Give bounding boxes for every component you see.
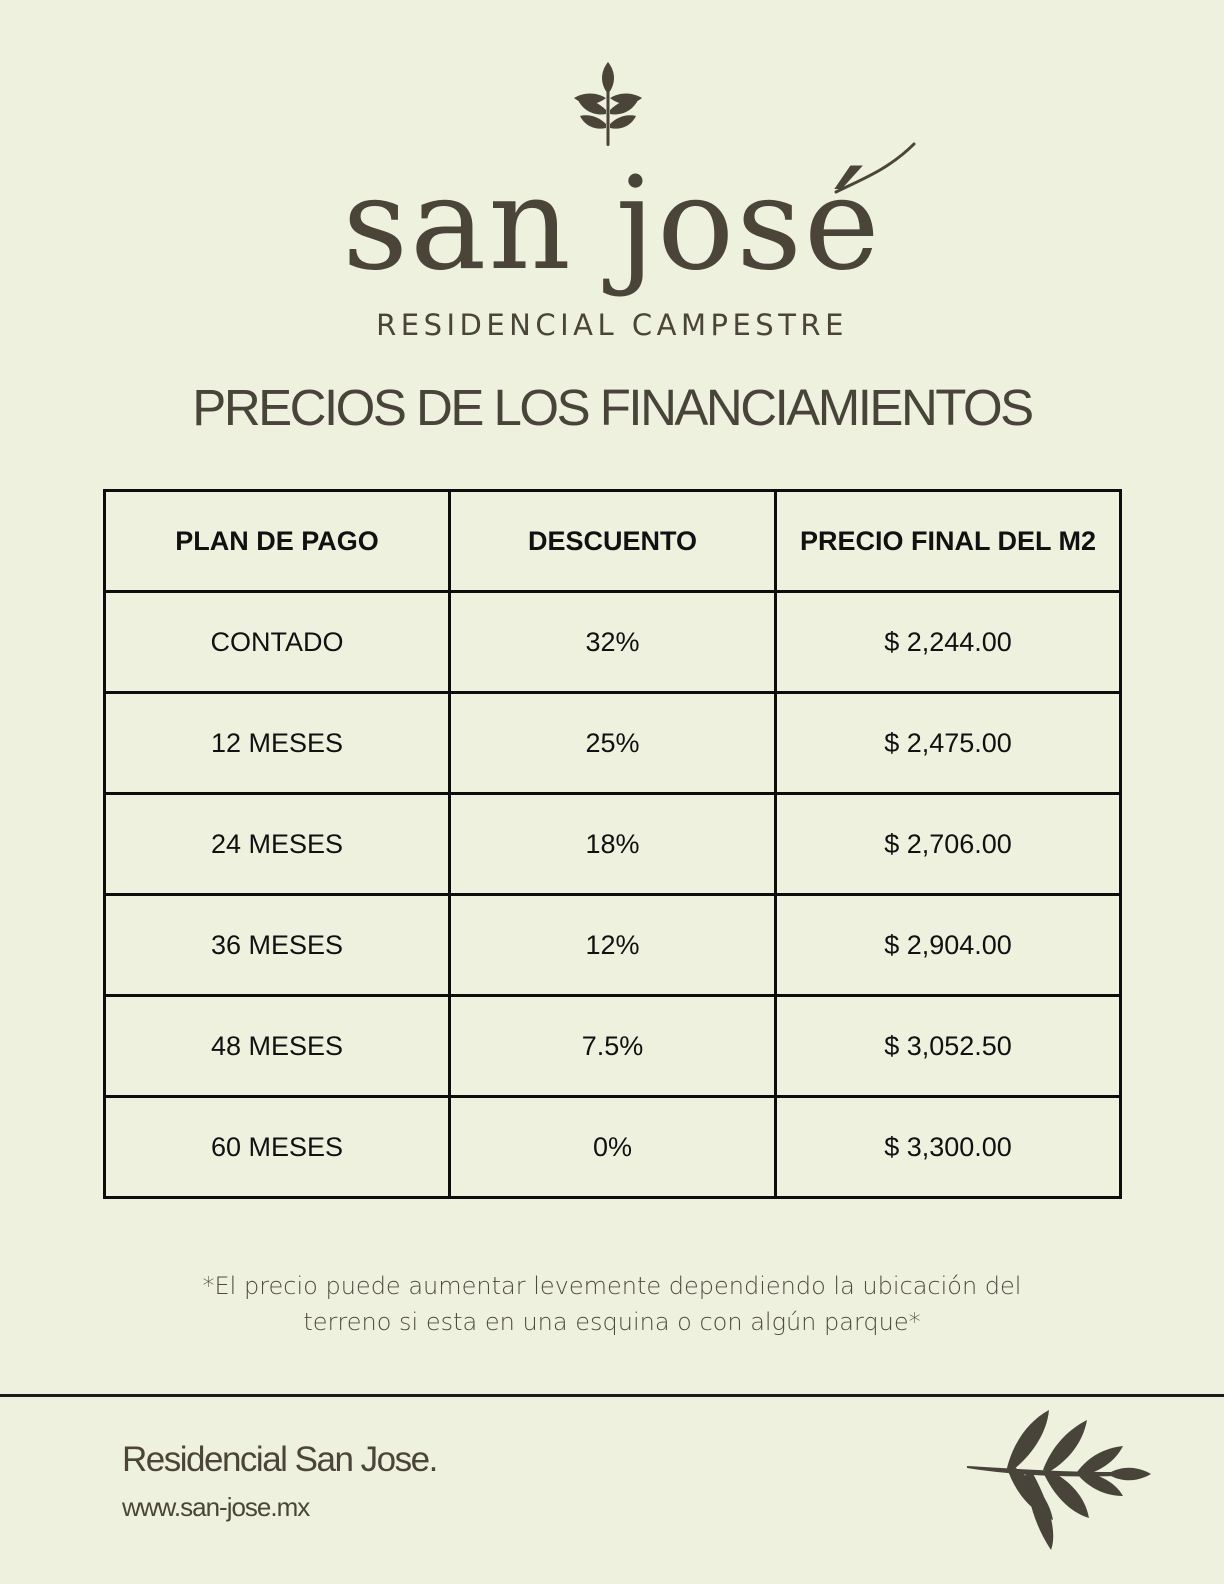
- discount-cell: 0%: [450, 1097, 776, 1198]
- column-header-discount: DESCUENTO: [450, 491, 776, 592]
- footer-divider: [0, 1394, 1224, 1397]
- discount-cell: 18%: [450, 794, 776, 895]
- column-header-price: PRECIO FINAL DEL M2: [776, 491, 1121, 592]
- price-note-line-1: *El precio puede aumentar levemente dependiendo la ubicación del: [202, 1272, 1022, 1300]
- pricing-table: [103, 489, 1122, 1199]
- plan-cell: 36 MESES: [105, 895, 450, 996]
- olive-branch-icon: [965, 1408, 1163, 1554]
- discount-cell: 32%: [450, 592, 776, 693]
- price-cell: $ 2,706.00: [776, 794, 1121, 895]
- price-cell: $ 2,904.00: [776, 895, 1121, 996]
- plan-cell: 48 MESES: [105, 996, 450, 1097]
- price-cell: $ 3,052.50: [776, 996, 1121, 1097]
- brand-name: san josé: [342, 150, 882, 299]
- plan-cell: 12 MESES: [105, 693, 450, 794]
- price-note-line-2: terreno si esta en una esquina o con algún parque*: [303, 1308, 921, 1336]
- discount-cell: 25%: [450, 693, 776, 794]
- table-header-row: [105, 491, 1121, 592]
- table-row: [105, 693, 1121, 794]
- table-row: [105, 794, 1121, 895]
- page-title: PRECIOS DE LOS FINANCIAMIENTOS: [192, 379, 1032, 436]
- plan-cell: 24 MESES: [105, 794, 450, 895]
- price-cell: $ 3,300.00: [776, 1097, 1121, 1198]
- table-row: [105, 996, 1121, 1097]
- table-row: [105, 592, 1121, 693]
- table-row: [105, 1097, 1121, 1198]
- discount-cell: 12%: [450, 895, 776, 996]
- accent-swash: [830, 140, 920, 200]
- discount-cell: 7.5%: [450, 996, 776, 1097]
- plan-cell: CONTADO: [105, 592, 450, 693]
- footer-company-name: Residencial San Jose.: [122, 1440, 437, 1479]
- leaf-sprig-icon: [570, 58, 646, 150]
- brand-subtitle: RESIDENCIAL CAMPESTRE: [376, 308, 848, 342]
- table-row: [105, 895, 1121, 996]
- column-header-plan: PLAN DE PAGO: [105, 491, 450, 592]
- plan-cell: 60 MESES: [105, 1097, 450, 1198]
- price-cell: $ 2,475.00: [776, 693, 1121, 794]
- footer-website-link[interactable]: www.san-jose.mx: [122, 1492, 310, 1522]
- price-note: [0, 1268, 1224, 1340]
- price-cell: $ 2,244.00: [776, 592, 1121, 693]
